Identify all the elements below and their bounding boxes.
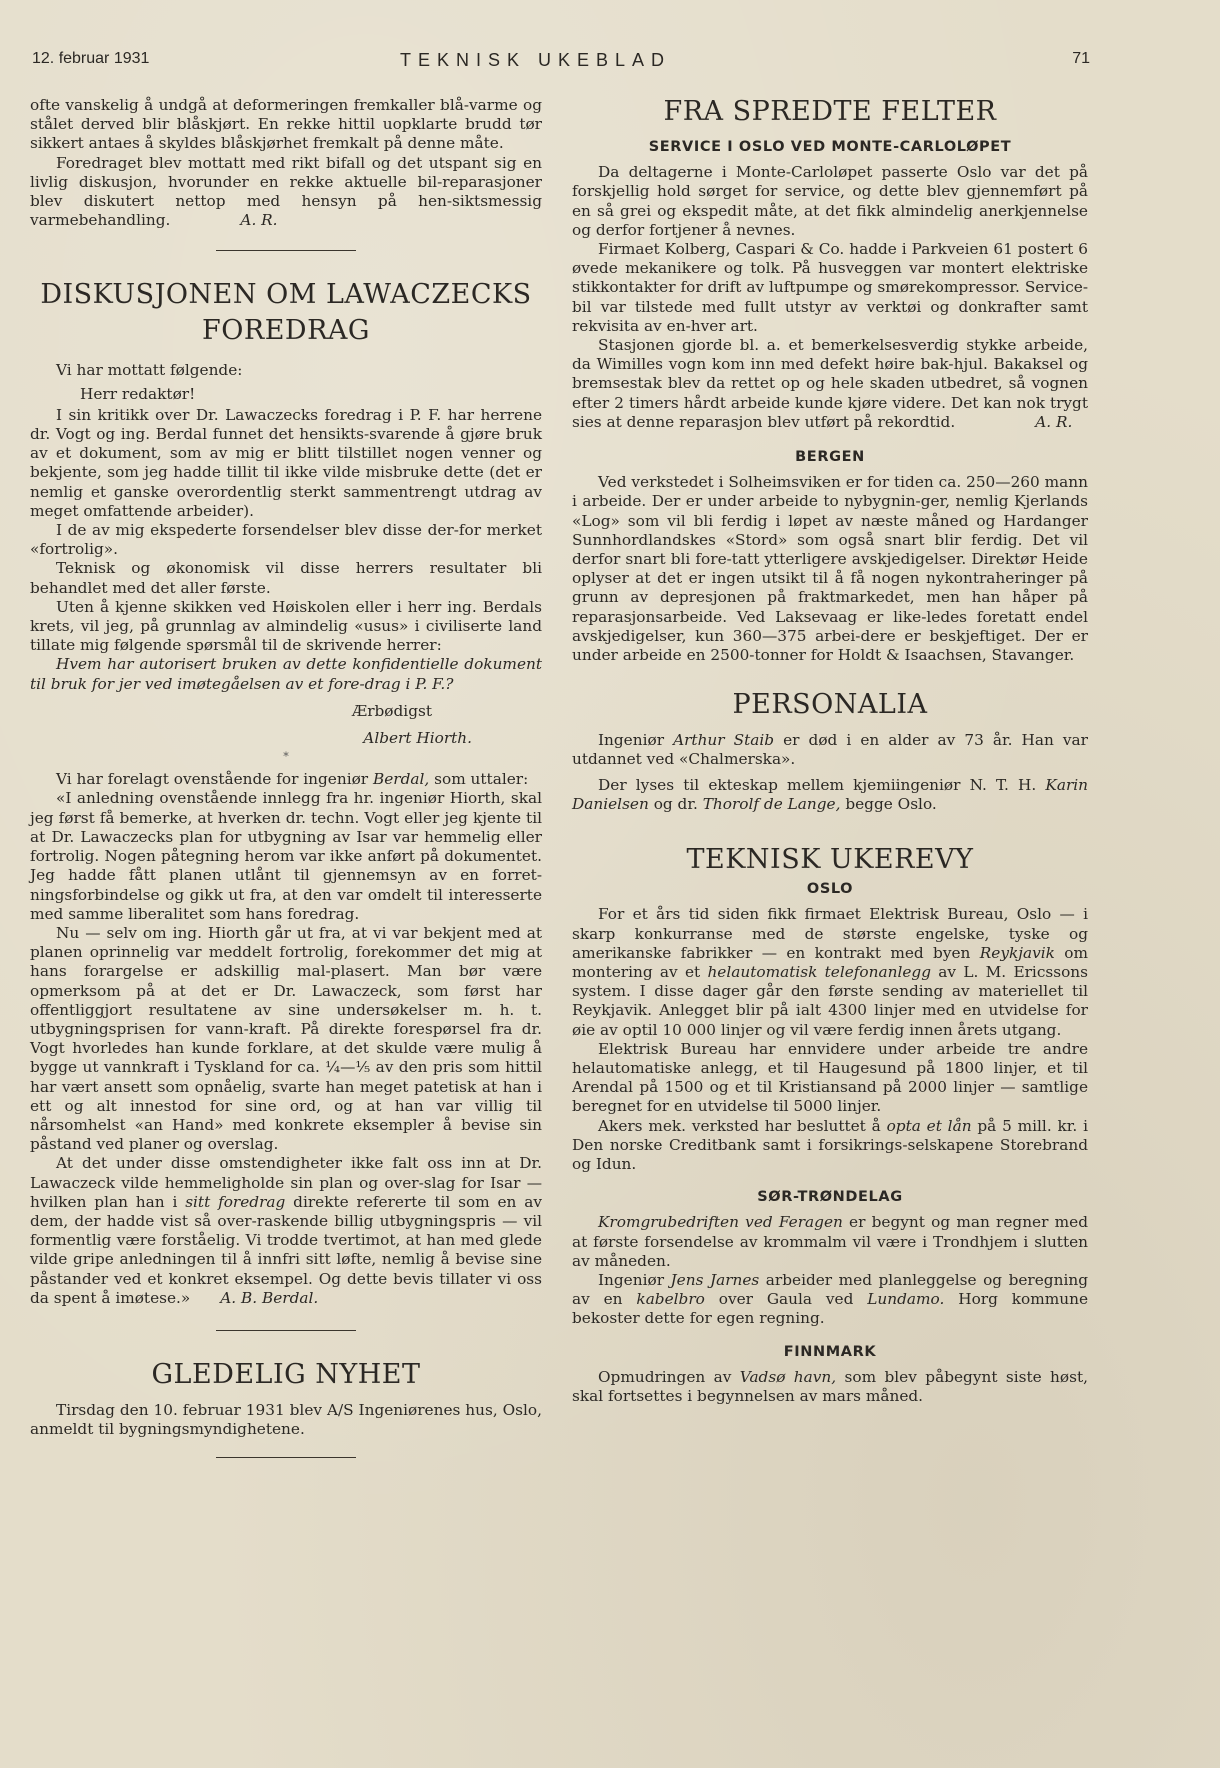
service-paragraph-2: Firmaet Kolberg, Caspari & Co. hadde i Parkveien 61 postert 6 øvede mekanikere og tolk. På husveggen var montert elektriske stikkontakter for drift av luftpumpe og smørekompressor. Service-bil var tilstede med fullt utstyr av verktøi og donkrafter samt rekvisita av en-hver art. [572,240,1088,335]
letter-paragraph-3: Teknisk og økonomisk vil disse herrers resultater bli behandlet med det aller første. [30,559,542,597]
finnmark-paragraph [572,1368,1088,1406]
reply-intro-a: Vi har forelagt ovenstående for ingeniør [56,770,373,789]
sor-p2-c: over Gaula ved [704,1290,868,1309]
finn-p1-em: Vadsø havn, [739,1367,837,1386]
sor-p2-em3: Lundamo. [867,1290,945,1309]
oslo-heading: OSLO [806,881,854,898]
letter-author-name: Albert Hiorth. [363,729,472,748]
sor-p2-em2: kabelbro [636,1290,705,1309]
sor-p2-a: Ingeniør [598,1270,671,1289]
right-column [572,96,1088,1406]
sor-trondelag-heading: SØR-TRØNDELAG [757,1189,903,1206]
letter-question [30,655,542,693]
pers-p2-name2: Thorolf de Lange, [702,794,841,813]
letter-greeting: Herr redaktør! [80,384,196,403]
oslo-p1-em1: Reykjavik [979,943,1055,962]
publication-title: TEKNISK UKEBLAD [400,50,672,70]
service-heading: SERVICE I OSLO VED MONTE-CARLOLØPET [648,139,1012,155]
sor-paragraph-2 [572,1271,1088,1329]
oslo-p1-c: av L. M. Ericssons system. I disse dager går den første sending av materiellet til Reykjavik. Anlegget blir på ialt 4300 linjer med en utvidelse for øie av optil 10 000 linjer og vil være ferdig innen årets utgang. [572,962,1088,1039]
oslo-p1-em2: helautomatisk telefonanlegg [707,962,931,981]
letter-paragraph-1: I sin kritikk over Dr. Lawaczecks foredrag i P. F. har herrene dr. Vogt og ing. Berdal funnet det hensikts-svarende å gjøre bruk av et dokument, som av mig er blitt tilstillet nogen venner og bekjente, som jeg hadde tillit til ikke vilde misbruke dette (det er nemlig et ganske overordentlig sterkt sammentrengt utdrag av meget omfattende arbeider). [30,405,542,520]
reply-p3-em: sitt foredrag [185,1192,286,1211]
pers-p1-b: er død i en alder av 73 år. Han var utdannet ved «Chalmerska». [572,731,1088,769]
section-divider-3 [216,1457,356,1458]
oslo-paragraph-3 [572,1117,1088,1175]
gledelig-paragraph: Tirsdag den 10. februar 1931 blev A/S Ingeniørenes hus, Oslo, anmeldt til bygningsmyndighetene. [30,1400,542,1439]
service-paragraph-1: Da deltagerne i Monte-Carloløpet passerte Oslo var det på forskjellig hold sørget for service, og dette blev gjennemført på en så grei og ekspedit måte, at det fikk almindelig anerkjennelse og derfor fortjener å nevnes. [572,163,1088,239]
pers-p1-a: Ingeniør [598,731,674,750]
reply-signature: A. B. Berdal. [220,1288,319,1307]
bergen-heading: BERGEN [795,449,865,466]
oslo-p3-b: på 5 mill. kr. i Den norske Creditbank samt i forsikrings-selskapene Storebrand og Idun. [572,1116,1088,1173]
article-continuation-p2 [30,154,542,231]
finn-p1-a: Opmudringen av [598,1367,740,1386]
reply-paragraph-1: «I anledning ovenstående innlegg fra hr. ingeniør Hiorth, skal jeg først få bemerke, at hverken dr. techn. Vogt eller jeg kjente til at Dr. Lawaczecks plan for utbygning av Isar var hemmelig eller fortrolig. Nogen påtegning herom var ikke anført på dokumentet. Jeg hadde fått planen utlånt til gjennemsyn av en forret-ningsforbindelse og gikk ut fra, at den var omdelt til interesserte med samme liberalitet som hans foredrag. [30,789,542,923]
pers-p1-name: Arthur Staib [673,731,775,750]
letter-paragraph-4: Uten å kjenne skikken ved Høiskolen eller i herr ing. Berdals krets, vil jeg, på grunnlag av almindelig «usus» i civiliserte land tillate mig følgende spørsmål til de skrivende herrer: [30,597,542,655]
oslo-p1-b: om montering av et [572,943,1089,981]
sor-p2-b: arbeider med planleggelse og beregning av en [572,1270,1088,1309]
oslo-p3-a: Akers mek. verksted har besluttet å [598,1116,887,1135]
sor-p1-b: er begynt og man regner med at første forsendelse av krommalm vil være i Trondhjem i slutten av måneden. [572,1213,1088,1270]
reply-p3-a: At det under disse omstendigheter ikke falt oss inn at Dr. Lawaczeck vilde hemmeligholde sin plan og over-slag for Isar — hvilken plan han i [30,1154,542,1211]
issue-date: 12. februar 1931 [32,50,150,67]
sor-p1-em: Kromgrubedriften ved Feragen [598,1213,843,1232]
sor-p2-d: Horg kommune bekoster dette for egen regning. [572,1290,1088,1328]
reply-intro-b: som uttaler: [429,770,529,789]
article-continuation-p2-text: Foredraget blev mottatt med rikt bifall og det utspant sig en livlig diskusjon, hvorunder en rekke aktuelle bil-reparasjoner blev diskutert nettop med hensyn på hen-siktsmessig varmebehandling. [30,153,542,230]
page-header [32,50,1090,76]
letter-regards: Ærbødigst [351,701,432,720]
section-divider [216,250,356,251]
service-paragraph-3 [572,336,1088,432]
reply-paragraph-3 [30,1154,542,1308]
page-number: 71 [1072,50,1090,67]
separator-star: * [283,750,289,764]
article-continuation-p1: ofte vanskelig å undgå at deformeringen fremkaller blå-varme og stålet derved blir blåskjørt. En rekke hittil uopklarte brudd tør sikkert antaes å skyldes blåskjørhet fremkalt på denne måte. [30,96,542,153]
pers-p2-a: Der lyses til ekteskap mellem kjemiingeniør N. T. H. [598,775,1046,794]
service-p3-text: Stasjonen gjorde bl. a. et bemerkelsesverdig stykke arbeide, da Wimilles vogn kom inn med defekt høire bak-hjul. Bakaksel og bremsestak blev da rettet op og hele skaden utbedret, så vognen efter 2 timers hårdt arbeide kunde kjøre videre. Det kan nok trygt sies at denne reparasjon blev utført på rekordtid. [572,336,1088,431]
pers-p2-name1: Karin Danielsen [572,775,1088,813]
oslo-p3-em: opta et lån [886,1116,972,1135]
letter-question-text: Hvem har autorisert bruken av dette konfidentielle dokument til bruk for jer ved imøtegåelsen av et fore-drag i P. F.? [30,655,542,693]
finn-p1-b: som blev påbegynt siste høst, skal fortsettes i begynnelsen av mars måned. [572,1367,1088,1405]
personalia-title: PERSONALIA [732,689,928,721]
reply-p3-b: direkte refererte til som en av dem, der hadde vist så over-raskende billig utbygningspris — vil formentlig være forståelig. Vi trodde tvertimot, at han med glede vilde gripe anledningen til å innfri sitt løfte, nemlig å bevise sine påstander ved et konkret eksempel. Og dette bevis tillater vi oss da spent å imøtese.» [30,1192,543,1307]
oslo-paragraph-2: Elektrisk Bureau har ennvidere under arbeide tre andre helautomatiske anlegg, et til Haugesund på 1800 linjer, et til Arendal på 1500 og et til Kristiansand på 2000 linjer — samtlige beregnet for en utvidelse til 5000 linjer. [572,1039,1088,1116]
oslo-paragraph-1 [572,905,1088,1039]
letter-paragraph-2: I de av mig ekspederte forsendelser blev disse der-for merket «fortrolig». [30,521,542,559]
teknisk-ukerevy-title: TEKNISK UKEREVY [686,844,974,876]
discussion-salutation: Vi har mottatt følgende: [56,361,243,380]
sor-paragraph-1 [572,1213,1088,1271]
bergen-paragraph: Ved verkstedet i Solheimsviken er for tiden ca. 250—260 mann i arbeide. Der er under arbeide to nybygnin-ger, nemlig Kjerlands «Log» som vil bli ferdig i løpet av næste måned og Hardanger Sunnhordlandskes «Stord» som også snart blir ferdig. Det vil derfor snart bli fore-tatt ytterligere avskjedigelser. Direktør Heide oplyser at det er ingen utsikt til å få nogen nykontraheringer på grunn av depresjonen på fraktmarkedet, men han håper på reparasjonsarbeide. Ved Laksevaag er like-ledes foretatt endel avskjedigelser, kun 360—375 arbei-dere er beskjeftiget. Der er under arbeide en 2500-tonner for Holdt & Isaachsen, Stavanger. [572,473,1088,665]
reply-paragraph-2: Nu — selv om ing. Hiorth går ut fra, at vi var bekjent med at planen oprinnelig var meddelt fortrolig, forekommer det mig at hans forargelse er adskillig mal-plasert. Man bør være opmerksom på at det er Dr. Lawaczeck, som først har offentliggjort resultatene av sine undersøkelser m. h. t. utbygningsprisen for vann-kraft. På direkte forespørsel fra dr. Vogt hvorledes han kunde forklare, at det skulde være mulig å bygge ut vannkraft i Tyskland for ca. ¼—⅕ av den pris som hittil har vært ansett som opnåelig, svarte han meget patetisk at han i ett og alt innestod for sine ord, og at han var villig til nårsomhelst «an Hand» med konkrete eksempler å bevise sin påstand ved planer og overslag. [30,923,542,1154]
reply-intro [30,770,542,789]
personalia-paragraph-2 [572,776,1088,814]
service-signature: A. R. [1035,412,1073,431]
section-divider-2 [216,1330,356,1331]
sor-p2-em1: Jens Jarnes [670,1270,760,1289]
oslo-p1-a: For et års tid siden fikk firmaet Elektrisk Bureau, Oslo — i skarp konkurranse med de største engelske, tyske og amerikanske fabrikker — en kontrakt med byen [572,905,1088,962]
discussion-title: DISKUSJONEN OM LAWACZECKS FOREDRAG [40,279,532,347]
gledelig-title: GLEDELIG NYHET [151,1358,421,1390]
left-column [30,96,542,1480]
letter-author [30,729,542,748]
article-signature: A. R. [240,211,278,230]
personalia-paragraph-1 [572,731,1088,769]
pers-p2-b: begge Oslo. [840,794,937,813]
fra-spredte-felter-title: FRA SPREDTE FELTER [663,96,997,127]
pers-p2-mid: og dr. [648,794,703,813]
finnmark-heading: FINNMARK [783,1343,877,1360]
reply-intro-name: Berdal, [372,770,430,789]
